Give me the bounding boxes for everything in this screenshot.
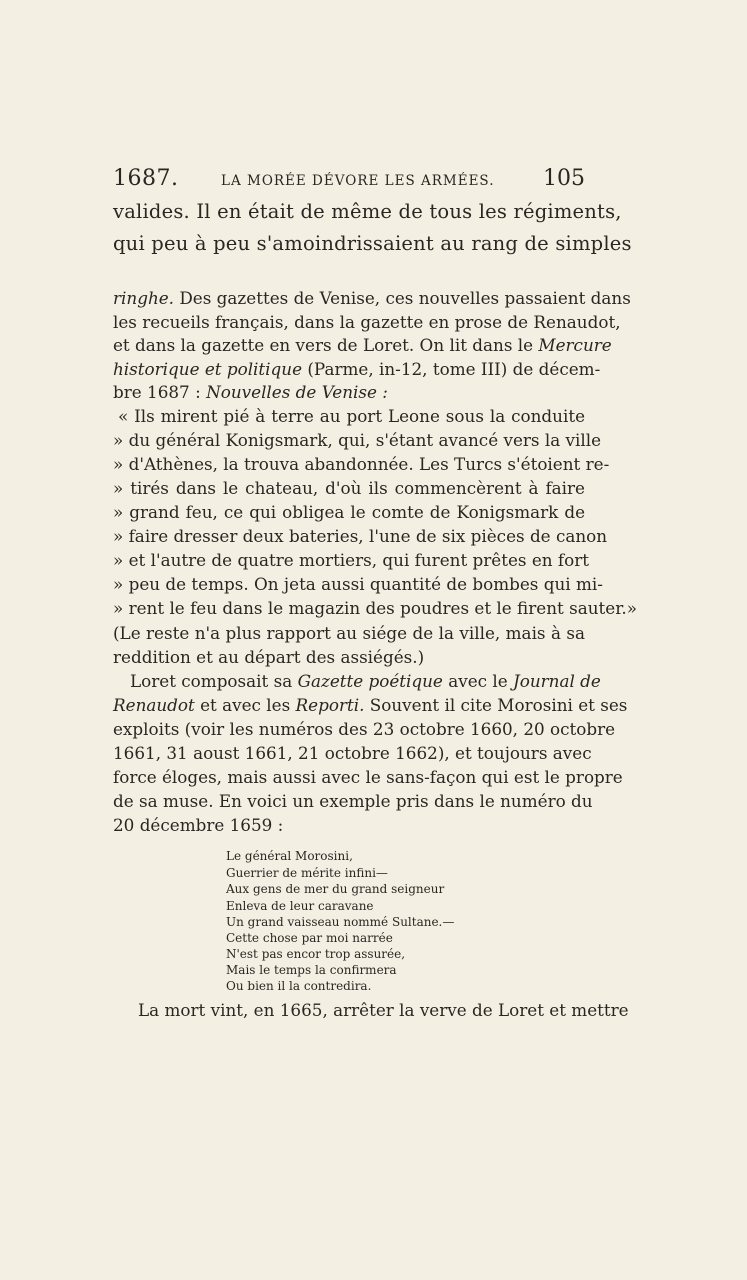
verse-line: Cette chose par moi narrée <box>226 931 393 945</box>
text-run: Souvent il cite Morosini et ses <box>364 695 628 715</box>
italic-title: Reporti. <box>295 695 365 715</box>
verse-line: Un grand vaisseau nommé Sultane.— <box>226 915 455 929</box>
italic-title: Nouvelles de Venise : <box>206 382 388 402</box>
body-line: 1661, 31 aoust 1661, 21 octobre 1662), et toujours avec <box>113 743 592 763</box>
quote-line: » rent le feu dans le magazin des poudres et le firent sauter.» <box>113 598 637 618</box>
body-line <box>113 358 601 380</box>
text-run: Des gazettes de Venise, ces nouvelles passaient dans <box>174 288 631 308</box>
body-line <box>113 694 628 716</box>
italic-title: historique et politique <box>113 359 303 379</box>
verse-line: Le général Morosini, <box>226 849 353 863</box>
body-line: (Le reste n'a plus rapport au siége de la ville, mais à sa <box>113 623 585 643</box>
body-line <box>113 381 585 403</box>
body-line: de sa muse. En voici un exemple pris dans le numéro du <box>113 791 593 811</box>
italic-term: ringhe. <box>113 288 175 308</box>
verse-line: Enleva de leur caravane <box>226 899 374 913</box>
text-run: (Parme, in-12, tome III) de décem- <box>302 359 601 379</box>
text-run: avec le <box>442 671 513 691</box>
text-run: Loret composait sa <box>130 671 298 691</box>
italic-title: Renaudot <box>113 695 195 715</box>
quote-line: » grand feu, ce qui obligea le comte de Konigsmark de <box>113 502 585 522</box>
verse-line: N'est pas encor trop assurée, <box>226 947 406 961</box>
body-line: reddition et au départ des assiégés.) <box>113 647 425 667</box>
closing-line: La mort vint, en 1665, arrêter la verve de Loret et mettre <box>138 1000 629 1020</box>
italic-title: Journal de <box>513 671 601 691</box>
verse-line: Ou bien il la contredira. <box>226 979 372 993</box>
italic-title: Mercure <box>538 335 612 355</box>
text-run: et dans la gazette en vers de Loret. On lit dans le <box>113 335 539 355</box>
quote-line: » d'Athènes, la trouva abandonnée. Les Turcs s'étoient re- <box>113 454 610 474</box>
running-title: LA MORÉE DÉVORE LES ARMÉES. <box>221 173 495 189</box>
quote-line: » du général Konigsmark, qui, s'étant avancé vers la ville <box>113 430 602 450</box>
quote-line: « Ils mirent pié à terre au port Leone sous la conduite <box>118 406 585 426</box>
body-line <box>113 334 612 356</box>
verse-line: Guerrier de mérite infini— <box>226 866 388 880</box>
quote-line: » faire dresser deux bateries, l'une de six pièces de canon <box>113 526 608 546</box>
body-line: exploits (voir les numéros des 23 octobre 1660, 20 octobre <box>113 719 616 739</box>
header-year: 1687. <box>113 166 179 191</box>
quote-line: » peu de temps. On jeta aussi quantité de bombes qui mi- <box>113 574 603 594</box>
quote-line: » tirés dans le chateau, d'où ils commencèrent à faire <box>113 478 585 498</box>
italic-title: Gazette poétique <box>297 671 443 691</box>
text-run: et avec les <box>194 695 296 715</box>
pasted-fragment-line-2: qui peu à peu s'amoindrissaient au rang de simples <box>113 232 632 255</box>
verse-line: Aux gens de mer du grand seigneur <box>226 882 445 896</box>
body-line: 20 décembre 1659 : <box>113 815 284 835</box>
text-run: bre 1687 : <box>113 382 207 402</box>
body-line: les recueils français, dans la gazette en prose de Renaudot, <box>113 312 621 332</box>
page-header <box>113 166 585 194</box>
pasted-fragment-line-1: valides. Il en était de même de tous les régiments, <box>113 200 622 223</box>
verse-line: Mais le temps la confirmera <box>226 963 397 977</box>
body-line: force éloges, mais aussi avec le sans-façon qui est le propre <box>113 767 623 787</box>
body-line <box>113 287 631 309</box>
quote-line: » et l'autre de quatre mortiers, qui furent prêtes en fort <box>113 550 589 570</box>
body-line <box>130 670 601 692</box>
page-number: 105 <box>543 166 585 191</box>
